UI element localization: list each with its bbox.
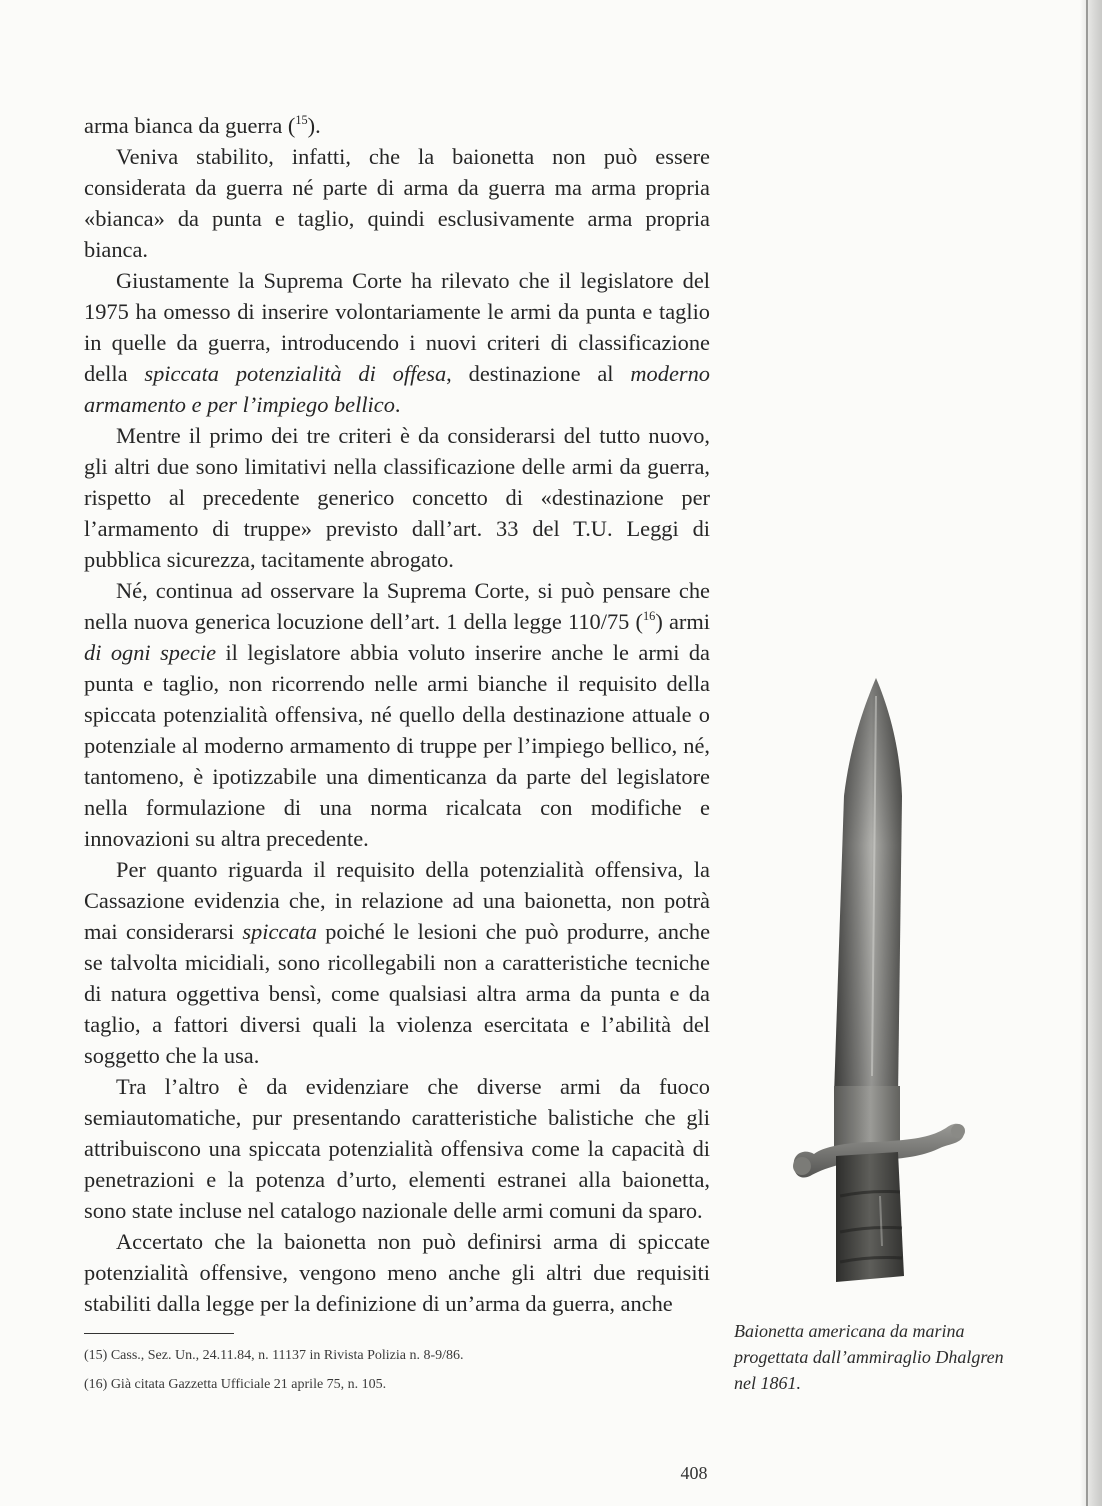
text-run: il legislatore abbia voluto inserire anche le armi da punta e taglio, non ricorrendo nelle armi bianche il requisito della spiccata potenzialità offensiva, né quello della destinazione attuale o potenziale al moderno armamento di truppe per l’impiego bellico, né, tantomeno, è ipotizzabile una dimenticanza da parte del legislatore nella formulazione di una norma ricalcata con modifiche e innovazioni su altra precedente. — [84, 640, 710, 851]
page-gutter-line — [1086, 0, 1088, 1506]
text-run: , destinazione al — [446, 361, 631, 386]
text-run: Per quanto riguarda il requisito della potenzialità offensiva, la Cassazione evidenzia che, in relazione ad una baionetta, non potrà mai considerarsi — [84, 857, 710, 944]
body-paragraph — [84, 854, 710, 1071]
bayonet-grip — [836, 1152, 904, 1282]
footnotes — [84, 1341, 644, 1399]
text-run: ). — [307, 113, 321, 138]
italic-text: di ogni specie — [84, 640, 217, 665]
text-run: ) armi — [655, 609, 710, 634]
footnote-15: (15) Cass., Sez. Un., 24.11.84, n. 11137 in Rivista Polizia n. 8-9/86. — [84, 1348, 464, 1363]
body-text — [84, 110, 710, 1319]
text-run: Mentre il primo dei tre criteri è da considerarsi del tutto nuovo, gli altri due sono limitativi nella classificazione delle armi da guerra, rispetto al precedente generico concetto di «destinazione per l’armamento di truppe» previsto dall’art. 33 del T.U. Leggi di pubblica sicurezza, tacitamente abrogato. — [84, 423, 710, 572]
text-run: Accertato che la baionetta non può definirsi arma di spiccate potenzialità offensive, vengono meno anche gli altri due requisiti stabiliti dalla legge per la definizione di un’arma da guerra, anche — [84, 1229, 710, 1316]
text-run: Tra l’altro è da evidenziare che diverse armi da fuoco semiautomatiche, pur presentando caratteristiche balistiche che gli attribuiscono una spiccata potenzialità offensiva come la capacità di penetrazioni e la potenza d’urto, elementi estranei alla baionetta, sono state incluse nel catalogo nazionale delle armi comuni da sparo. — [84, 1074, 710, 1223]
text-run: poiché le lesioni che può produrre, anche se talvolta micidiali, sono ricollegabili non a caratteristiche tecniche di natura oggettiva bensì, come qualsiasi altra arma da punta e da taglio, a fattori diversi quali la violenza esercitata e l’abilità del soggetto che la usa. — [84, 919, 711, 1068]
body-paragraph — [84, 1071, 710, 1226]
footnote-reference: 16 — [643, 608, 656, 623]
page-number: 408 — [680, 1463, 708, 1483]
footnote-separator — [84, 1333, 234, 1334]
body-paragraph — [84, 420, 710, 575]
body-paragraph — [84, 265, 710, 420]
italic-text: moderno armamento e per l’impiego bellico — [84, 361, 710, 417]
body-paragraph — [84, 141, 710, 265]
text-run: Né, continua ad osservare la Suprema Corte, si può pensare che nella nuova generica locuzione dell’art. 1 della legge 110/75 ( — [84, 578, 710, 634]
body-paragraph — [84, 1226, 710, 1319]
figure-caption: Baionetta americana da marina progettata dall’ammiraglio Dhalgren nel 1861. — [734, 1321, 1004, 1393]
italic-text: spiccata — [242, 919, 317, 944]
italic-text: spiccata potenzialità di offesa — [144, 361, 447, 386]
footnote-16: (16) Già citata Gazzetta Ufficiale 21 aprile 75, n. 105. — [84, 1377, 387, 1392]
text-run: arma bianca da guerra ( — [84, 113, 296, 138]
footnote-reference: 15 — [295, 112, 308, 127]
text-run: Veniva stabilito, infatti, che la baionetta non può essere considerata da guerra né parte di arma da guerra ma arma propria «bianca» da punta e taglio, quindi esclusivamente arma propria bianca. — [84, 144, 710, 262]
body-paragraph — [84, 575, 710, 854]
text-run: . — [394, 392, 401, 417]
bayonet-figure — [780, 676, 1000, 1288]
text-run: Giustamente la Suprema Corte ha rilevato che il legislatore del 1975 ha omesso di inserire volontariamente le armi da punta e taglio in quelle da guerra, introducendo i nuovi criteri di classificazione della — [84, 268, 710, 386]
body-paragraph — [84, 110, 710, 141]
bayonet-illustration — [780, 676, 1000, 1288]
page-gutter-shadow — [1080, 0, 1102, 1506]
